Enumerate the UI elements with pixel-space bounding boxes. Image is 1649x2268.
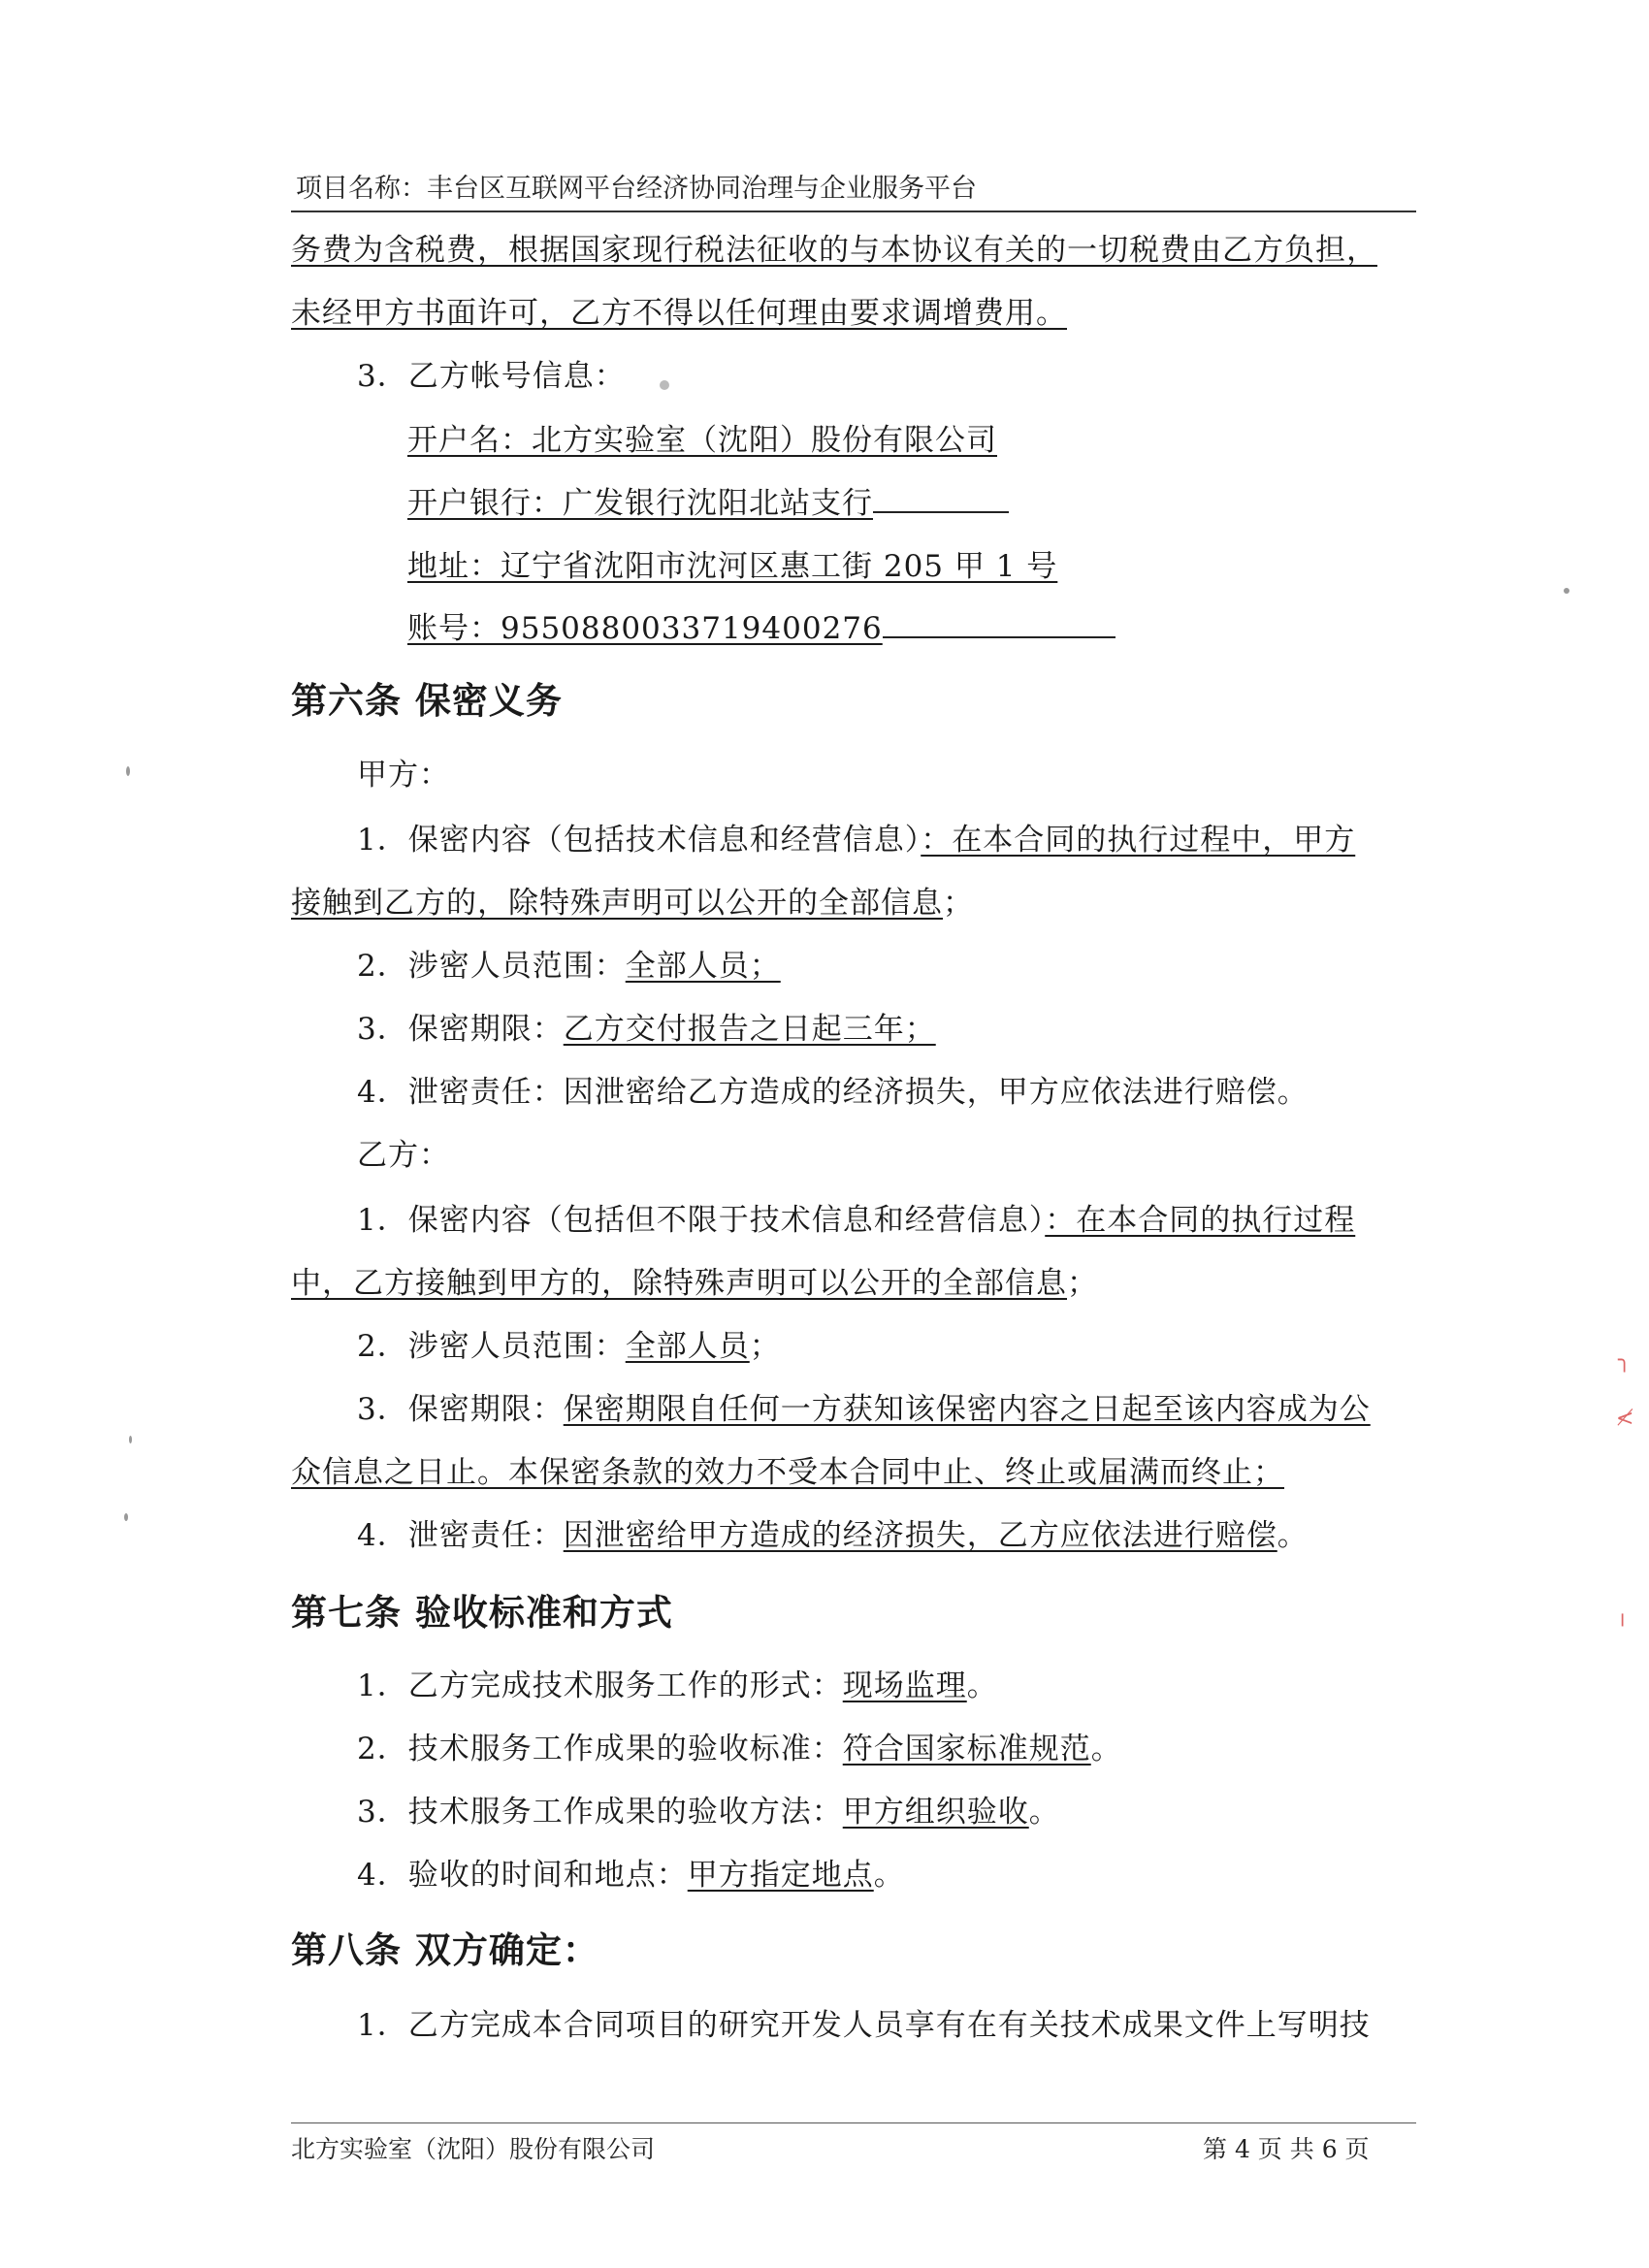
art6-b3-label: 3．保密期限： [357, 1392, 564, 1427]
art6-a1-line2 [291, 878, 974, 922]
article-7-title: 第七条 验收标准和方式 [291, 1592, 673, 1634]
art6-b4-label: 4．泄密责任： [357, 1518, 564, 1553]
art6-b1-end: ； [1067, 1266, 1098, 1301]
party-a-label: 甲方： [357, 758, 450, 793]
scan-speck [124, 1513, 128, 1521]
art6-b1-label: 1．保密内容（包括但不限于技术信息和经营信息） [357, 1203, 1046, 1238]
account-title: 3．乙方帐号信息： [357, 359, 626, 394]
art7-i3-label: 3．技术服务工作成果的验收方法： [357, 1795, 843, 1830]
art7-i2-label: 2．技术服务工作成果的验收标准： [357, 1732, 843, 1766]
art6-a3-value: 乙方交付报告之日起三年； [563, 1012, 936, 1047]
art6-a1-text1: ：在本合同的执行过程中，甲方 [921, 823, 1356, 858]
account-number [407, 603, 1116, 647]
art7-i4-value: 甲方指定地点 [687, 1858, 874, 1893]
art6-a2-value: 全部人员； [625, 949, 781, 984]
scan-speck [129, 1436, 132, 1443]
art6-a4: 4．泄密责任：因泄密给乙方造成的经济损失，甲方应依法进行赔偿。 [357, 1075, 1309, 1110]
art6-b2-value: 全部人员 [625, 1329, 750, 1364]
art6-a3 [357, 1004, 936, 1048]
account-bank-text: 开户银行：广发银行沈阳北站支行 [407, 486, 873, 521]
art7-i1-label: 1．乙方完成技术服务工作的形式： [357, 1669, 843, 1703]
party-b-label: 乙方： [357, 1138, 450, 1173]
art6-b1-line2 [291, 1258, 1098, 1302]
art6-b4-value: 因泄密给甲方造成的经济损失，乙方应依法进行赔偿 [563, 1518, 1277, 1553]
art6-a3-label: 3．保密期限： [357, 1012, 564, 1047]
art6-a1-line1 [357, 815, 1355, 859]
seal-edge-mark: ╮ [1618, 1348, 1632, 1373]
art6-b1-line1 [357, 1195, 1355, 1239]
art6-a1-end: ； [943, 886, 974, 921]
footer-rule [291, 2122, 1416, 2123]
art7-i2-end: 。 [1090, 1732, 1122, 1766]
account-name: 开户名：北方实验室（沈阳）股份有限公司 [407, 423, 997, 458]
art6-b4-end: 。 [1277, 1518, 1309, 1553]
account-number-text: 账号：9550880033719400276 [407, 611, 883, 646]
art6-a2-label: 2．涉密人员范围： [357, 949, 626, 984]
art7-i2 [357, 1724, 1122, 1767]
tax-line-1: 务费为含税费，根据国家现行税法征收的与本协议有关的一切税费由乙方负担， [291, 233, 1377, 268]
art7-i2-value: 符合国家标准规范 [842, 1732, 1091, 1766]
article-6-title: 第六条 保密义务 [291, 680, 563, 722]
art7-i4-label: 4．验收的时间和地点： [357, 1858, 688, 1893]
seal-edge-mark: ╵ [1616, 1615, 1630, 1639]
article-8-title: 第八条 双方确定： [291, 1929, 599, 1971]
art6-b2-label: 2．涉密人员范围： [357, 1329, 626, 1364]
account-address: 地址：辽宁省沈阳市沈河区惠工街 205 甲 1 号 [407, 549, 1058, 584]
art7-i3 [357, 1787, 1060, 1831]
art7-i1-end: 。 [966, 1669, 998, 1703]
project-header: 项目名称：丰台区互联网平台经济协同治理与企业服务平台 [296, 174, 977, 204]
art6-a1-label: 1．保密内容（包括技术信息和经营信息） [357, 823, 922, 858]
art7-i4-end: 。 [873, 1858, 905, 1893]
art6-b2-end: ； [749, 1329, 781, 1364]
art8-i1: 1．乙方完成本合同项目的研究开发人员享有在有关技术成果文件上写明技 [357, 2008, 1371, 2043]
art6-b4 [357, 1510, 1309, 1554]
account-bank [407, 478, 1009, 522]
art7-i1 [357, 1661, 998, 1704]
art6-b2 [357, 1321, 781, 1365]
header-rule [291, 211, 1416, 212]
art7-i1-value: 现场监理 [842, 1669, 967, 1703]
footer-company: 北方实验室（沈阳）股份有限公司 [291, 2135, 656, 2163]
art6-b1-text2: 中，乙方接触到甲方的，除特殊声明可以公开的全部信息 [291, 1266, 1067, 1301]
art6-a1-text2: 接触到乙方的，除特殊声明可以公开的全部信息 [291, 886, 943, 921]
art6-b3-line1 [357, 1384, 1371, 1428]
art7-i4 [357, 1850, 905, 1894]
art6-b1-text1: ：在本合同的执行过程 [1045, 1203, 1356, 1238]
scan-speck [126, 766, 130, 776]
blank-line [883, 607, 1116, 638]
blank-line [873, 482, 1009, 513]
seal-edge-mark: ≮ [1616, 1407, 1634, 1431]
art7-i3-value: 甲方组织验收 [842, 1795, 1029, 1830]
tax-line-2: 未经甲方书面许可，乙方不得以任何理由要求调增费用。 [291, 296, 1067, 331]
scan-speck [660, 380, 669, 390]
art7-i3-end: 。 [1028, 1795, 1060, 1830]
scan-speck [1564, 588, 1569, 594]
art6-b3-text1: 保密期限自任何一方获知该保密内容之日起至该内容成为公 [563, 1392, 1371, 1427]
footer-page-number: 第 4 页 共 6 页 [1203, 2135, 1370, 2163]
art6-b3-line2: 众信息之日止。本保密条款的效力不受本合同中止、终止或届满而终止； [291, 1455, 1284, 1490]
art6-a2 [357, 941, 781, 985]
